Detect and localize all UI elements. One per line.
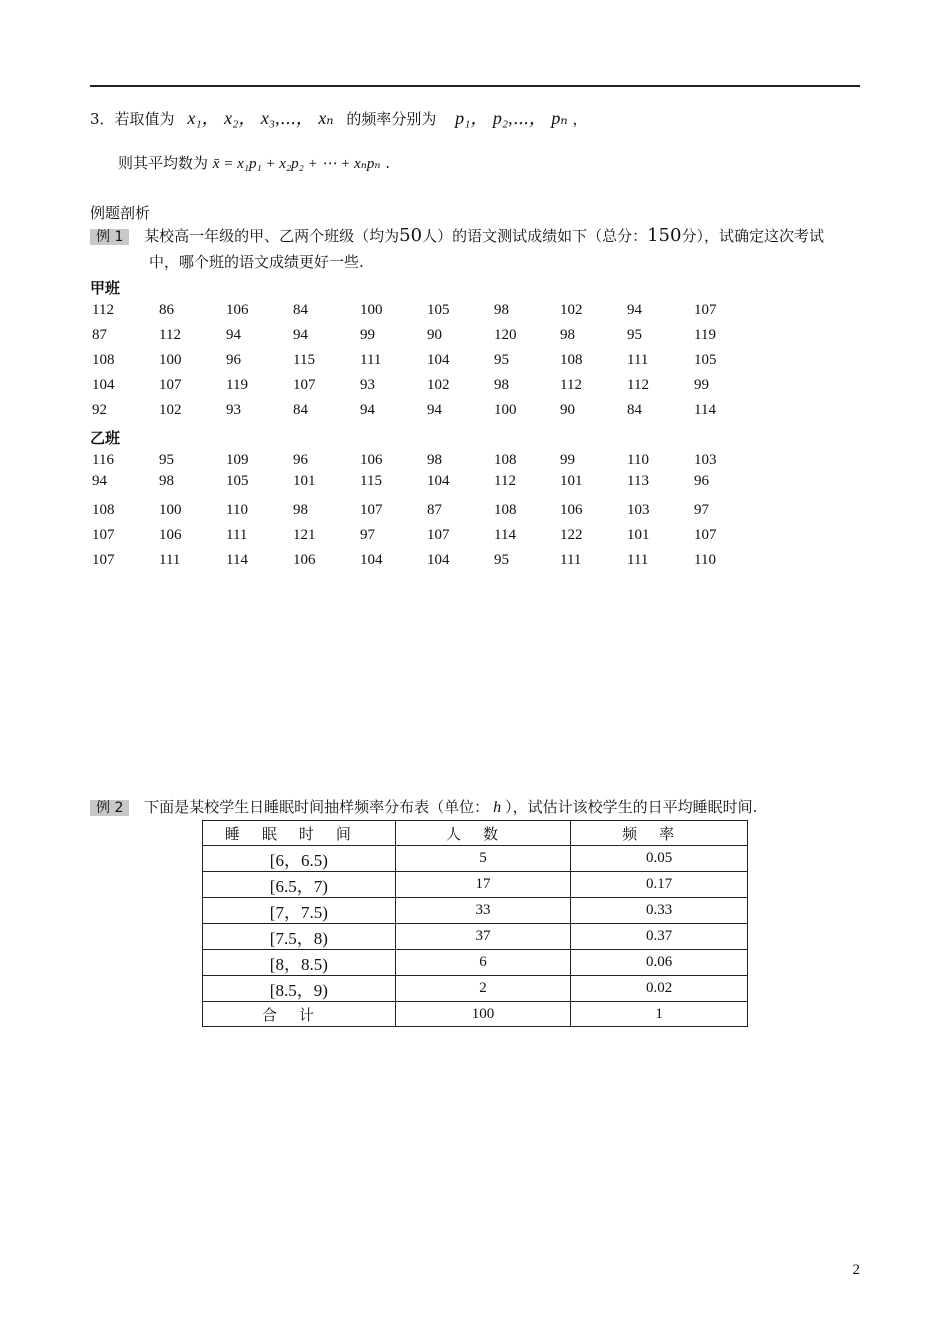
score-cell: 94 <box>92 473 107 489</box>
count-cell: 2 <box>395 976 571 1002</box>
score-cell: 107 <box>92 527 115 543</box>
page-number: 2 <box>852 1262 860 1278</box>
example2-line <box>90 796 757 817</box>
score-cell: 109 <box>226 452 249 468</box>
count-cell: 5 <box>395 846 571 872</box>
score-cell: 97 <box>694 502 709 518</box>
item3-line1 <box>90 104 587 130</box>
score-cell: 111 <box>627 552 649 568</box>
frequency-cell: 0.33 <box>571 898 748 924</box>
example1-line2: 中，哪个班的语文成绩更好一些. <box>149 253 364 271</box>
score-cell: 87 <box>427 502 442 518</box>
score-cell: 111 <box>360 352 382 368</box>
score-cell: 98 <box>427 452 442 468</box>
score-cell: 98 <box>159 473 174 489</box>
score-cell: 84 <box>293 302 308 318</box>
count-cell: 33 <box>395 898 571 924</box>
interval-cell: [8，8.5) <box>203 950 396 976</box>
score-cell: 98 <box>494 377 509 393</box>
score-cell: 104 <box>427 552 450 568</box>
score-cell: 100 <box>159 502 182 518</box>
score-cell: 113 <box>627 473 649 489</box>
interval-cell: [7，7.5) <box>203 898 396 924</box>
sleep-frequency-table <box>202 820 748 1027</box>
score-cell: 107 <box>360 502 383 518</box>
score-cell: 100 <box>360 302 383 318</box>
item3-mid: 的频率分别为 <box>346 110 437 128</box>
score-cell: 110 <box>694 552 716 568</box>
score-cell: 106 <box>159 527 182 543</box>
score-cell: 106 <box>293 552 316 568</box>
score-cell: 114 <box>494 527 516 543</box>
score-cell: 107 <box>694 527 717 543</box>
score-cell: 98 <box>293 502 308 518</box>
frequency-cell: 0.05 <box>571 846 748 872</box>
score-cell: 96 <box>694 473 709 489</box>
score-cell: 104 <box>92 377 115 393</box>
table-row <box>203 950 748 976</box>
score-cell: 95 <box>159 452 174 468</box>
example2-tag: 例 2 <box>90 800 129 816</box>
score-cell: 99 <box>560 452 575 468</box>
score-cell: 108 <box>92 352 115 368</box>
score-cell: 116 <box>92 452 114 468</box>
frequency-cell: 0.02 <box>571 976 748 1002</box>
score-cell: 121 <box>293 527 316 543</box>
total-label-cell: 合计 <box>203 1002 396 1027</box>
score-cell: 112 <box>159 327 181 343</box>
header-frequency: 频率 <box>571 821 748 846</box>
score-cell: 112 <box>92 302 114 318</box>
score-cell: 108 <box>92 502 115 518</box>
score-cell: 107 <box>293 377 316 393</box>
table-total-row <box>203 1002 748 1027</box>
total-frequency-cell: 1 <box>571 1002 748 1027</box>
score-cell: 95 <box>494 352 509 368</box>
score-cell: 119 <box>694 327 716 343</box>
score-cell: 99 <box>694 377 709 393</box>
score-cell: 94 <box>226 327 241 343</box>
score-cell: 93 <box>226 402 241 418</box>
score-cell: 105 <box>427 302 450 318</box>
example1-text-c: 分），试确定这次考试 <box>681 227 824 245</box>
example2-text-b: ），试估计该校学生的日平均睡眠时间. <box>505 798 758 816</box>
item3-vars: x₁， x₂， x₃,⋯， xₙ <box>187 108 334 128</box>
item3-line2 <box>118 152 390 173</box>
frequency-cell: 0.06 <box>571 950 748 976</box>
item3-line2-text: 则其平均数为 <box>118 154 209 172</box>
score-cell: 104 <box>427 473 450 489</box>
score-cell: 93 <box>360 377 375 393</box>
score-cell: 105 <box>694 352 717 368</box>
score-cell: 111 <box>159 552 181 568</box>
score-cell: 99 <box>360 327 375 343</box>
score-cell: 107 <box>159 377 182 393</box>
score-cell: 101 <box>627 527 650 543</box>
score-cell: 96 <box>226 352 241 368</box>
score-cell: 95 <box>494 552 509 568</box>
score-cell: 103 <box>627 502 650 518</box>
score-cell: 107 <box>427 527 450 543</box>
score-cell: 102 <box>427 377 450 393</box>
example2-text-a: 下面是某校学生日睡眠时间抽样频率分布表（单位： <box>144 798 490 816</box>
score-cell: 94 <box>360 402 375 418</box>
count-cell: 17 <box>395 872 571 898</box>
score-cell: 108 <box>494 452 517 468</box>
score-cell: 111 <box>226 527 248 543</box>
score-cell: 100 <box>159 352 182 368</box>
interval-cell: [7.5，8) <box>203 924 396 950</box>
score-cell: 110 <box>226 502 248 518</box>
score-cell: 106 <box>560 502 583 518</box>
header-sleep-time: 睡眠时间 <box>203 821 396 846</box>
example1-num50: 50 <box>399 225 423 246</box>
score-cell: 119 <box>226 377 248 393</box>
score-cell: 112 <box>627 377 649 393</box>
score-cell: 101 <box>560 473 583 489</box>
interval-cell: [8.5，9) <box>203 976 396 1002</box>
score-cell: 90 <box>560 402 575 418</box>
score-cell: 86 <box>159 302 174 318</box>
class-a-title: 甲班 <box>90 279 121 297</box>
score-cell: 97 <box>360 527 375 543</box>
example1-tag: 例 1 <box>90 229 129 245</box>
score-cell: 112 <box>560 377 582 393</box>
score-cell: 108 <box>494 502 517 518</box>
frequency-cell: 0.37 <box>571 924 748 950</box>
header-count: 人数 <box>395 821 571 846</box>
table-header-row <box>203 821 748 846</box>
table-row <box>203 924 748 950</box>
score-cell: 114 <box>226 552 248 568</box>
interval-cell: [6，6.5) <box>203 846 396 872</box>
score-cell: 87 <box>92 327 107 343</box>
table-row <box>203 976 748 1002</box>
score-cell: 105 <box>226 473 249 489</box>
score-cell: 94 <box>427 402 442 418</box>
formula-end: . <box>385 154 390 172</box>
example1-text-b: 人）的语文测试成绩如下（总分： <box>422 227 648 245</box>
example1-line1 <box>90 225 824 246</box>
header-rule <box>90 85 860 87</box>
score-cell: 92 <box>92 402 107 418</box>
interval-cell: [6.5，7) <box>203 872 396 898</box>
count-cell: 37 <box>395 924 571 950</box>
table-row <box>203 898 748 924</box>
score-cell: 98 <box>560 327 575 343</box>
score-cell: 101 <box>293 473 316 489</box>
score-cell: 102 <box>159 402 182 418</box>
item3-prefix: 3．若取值为 <box>90 110 175 128</box>
score-cell: 120 <box>494 327 517 343</box>
score-cell: 111 <box>560 552 582 568</box>
score-cell: 104 <box>360 552 383 568</box>
score-cell: 94 <box>293 327 308 343</box>
score-cell: 107 <box>694 302 717 318</box>
score-cell: 98 <box>494 302 509 318</box>
table-row <box>203 872 748 898</box>
score-cell: 114 <box>694 402 716 418</box>
class-b-title: 乙班 <box>90 429 121 447</box>
score-cell: 112 <box>494 473 516 489</box>
item3-probs: p₁， p₂,⋯， pₙ <box>455 108 568 128</box>
score-cell: 84 <box>627 402 642 418</box>
score-cell: 95 <box>627 327 642 343</box>
score-cell: 115 <box>360 473 382 489</box>
score-cell: 96 <box>293 452 308 468</box>
example1-num150: 150 <box>647 225 682 246</box>
score-cell: 106 <box>360 452 383 468</box>
count-cell: 6 <box>395 950 571 976</box>
section-title: 例题剖析 <box>90 204 151 222</box>
example1-text-a: 某校高一年级的甲、乙两个班级（均为 <box>144 227 400 245</box>
score-cell: 106 <box>226 302 249 318</box>
score-cell: 84 <box>293 402 308 418</box>
total-count-cell: 100 <box>395 1002 571 1027</box>
score-cell: 94 <box>627 302 642 318</box>
score-cell: 115 <box>293 352 315 368</box>
item3-end: ， <box>572 110 588 128</box>
example2-unit: h <box>493 799 502 816</box>
score-cell: 108 <box>560 352 583 368</box>
score-cell: 103 <box>694 452 717 468</box>
table-row <box>203 846 748 872</box>
score-cell: 107 <box>92 552 115 568</box>
score-cell: 100 <box>494 402 517 418</box>
score-cell: 102 <box>560 302 583 318</box>
score-cell: 90 <box>427 327 442 343</box>
score-cell: 104 <box>427 352 450 368</box>
score-cell: 122 <box>560 527 583 543</box>
score-cell: 111 <box>627 352 649 368</box>
frequency-cell: 0.17 <box>571 872 748 898</box>
score-cell: 110 <box>627 452 649 468</box>
mean-formula: x̄ = x₁p₁ + x₂p₂ + ⋯ + xₙpₙ <box>212 156 381 172</box>
